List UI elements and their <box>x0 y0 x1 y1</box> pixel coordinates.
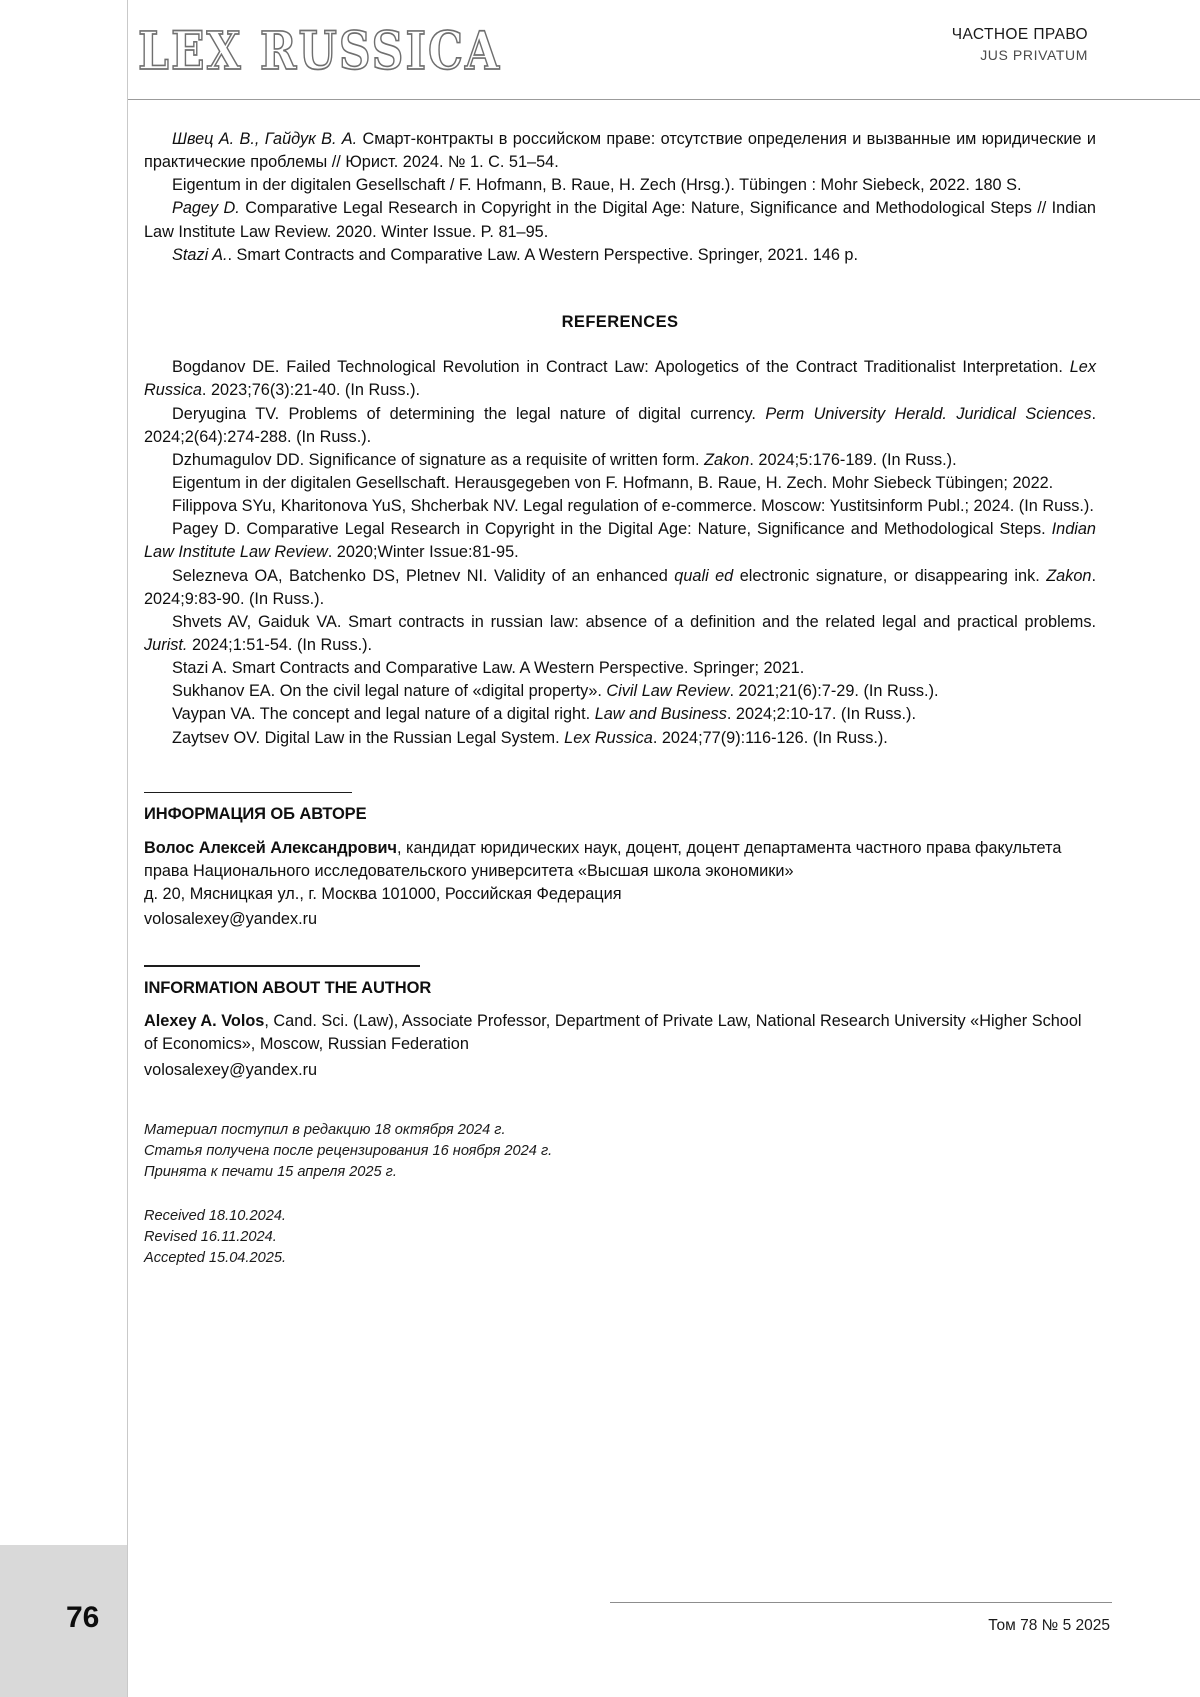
ref-text-1: Vaypan VA. The concept and legal nature of a digital right. <box>172 705 595 724</box>
ref-italic-1: Jurist. <box>144 635 188 654</box>
header-section-label <box>952 26 1088 63</box>
author-name-en: Alexey A. Volos <box>144 1012 265 1031</box>
reference-entry <box>144 403 1096 449</box>
date-line: Принята к печати 15 апреля 2025 г. <box>144 1164 397 1181</box>
page-content <box>128 128 1112 1269</box>
page-number: 76 <box>66 1601 100 1634</box>
ref-text-1: Deryugina TV. Problems of determining the legal nature of digital currency. <box>172 404 766 423</box>
reference-entry <box>144 565 1096 611</box>
ref-text-1: Dzhumagulov DD. Significance of signature as a requisite of written form. <box>172 450 705 469</box>
ref-italic-1: Zakon <box>704 450 750 469</box>
footer-divider <box>610 1602 1112 1603</box>
volume-issue-label: Том 78 № 5 2025 <box>988 1617 1110 1634</box>
bibliography-russian <box>144 128 1096 267</box>
ref-text-1: Stazi A. Smart Contracts and Comparative Law. A Western Perspective. Springer; 2021. <box>172 659 805 678</box>
entry-author: Pagey D. <box>172 199 240 218</box>
ref-text-2: . 2024;2:10-17. (In Russ.). <box>726 705 916 724</box>
submission-dates-ru <box>144 1120 1096 1184</box>
bibliography-entry <box>144 244 1096 267</box>
bibliography-entry <box>144 128 1096 174</box>
page-header <box>128 0 1200 100</box>
footer-gray-band <box>0 1545 128 1697</box>
references-heading: REFERENCES <box>561 312 679 331</box>
reference-entry <box>144 703 1096 726</box>
ref-text-3: . 2024;9:83-90. (In Russ.). <box>144 566 1096 608</box>
ref-text-2: . 2020;Winter Issue:81-95. <box>327 543 519 562</box>
ref-text-1: Sukhanov EA. On the civil legal nature of «digital property». <box>172 682 607 701</box>
reference-entry <box>144 518 1096 564</box>
author-info-english <box>144 965 1096 1081</box>
ref-italic-1: Indian Law Institute Law Review <box>144 520 1096 562</box>
entry-text: . Smart Contracts and Comparative Law. A Western Perspective. Springer, 2021. 146 p. <box>227 245 858 264</box>
reference-entry <box>144 611 1096 657</box>
entry-author: Stazi A. <box>172 245 228 264</box>
ref-text-2: . 2024;5:176-189. (In Russ.). <box>749 450 957 469</box>
left-margin-rail <box>0 0 128 1697</box>
author-details-en: , Cand. Sci. (Law), Associate Professor, Department of Private Law, National Research University «Higher School of Economics», Moscow, Russian Federation <box>144 1012 1082 1054</box>
author-info-body-ru <box>144 837 1096 883</box>
bibliography-entry <box>144 197 1096 243</box>
ref-italic-1: quali ed <box>674 566 734 585</box>
author-details-ru: , кандидат юридических наук, доцент, доцент департамента частного права факультета права Национального исследовательского университета «Высшая школа экономики» <box>144 838 1062 880</box>
reference-entry <box>144 356 1096 402</box>
date-line: Received 18.10.2024. <box>144 1207 286 1224</box>
reference-entry <box>144 449 1096 472</box>
entry-text: Comparative Legal Research in Copyright in the Digital Age: Nature, Significance and Methodological Steps // Indian Law Institute Law Review. 2020. Winter Issue. P. 81–95. <box>144 199 1096 241</box>
reference-entry <box>144 680 1096 703</box>
date-line: Материал поступил в редакцию 18 октября 2024 г. <box>144 1121 506 1138</box>
header-divider <box>128 99 1200 100</box>
ref-italic-1: Law and Business <box>594 705 727 724</box>
entry-author: Швец А. В., Гайдук В. А. <box>172 130 358 148</box>
ref-italic-1: Lex Russica <box>144 358 1096 400</box>
author-info-heading-ru: ИНФОРМАЦИЯ ОБ АВТОРЕ <box>144 805 367 824</box>
ref-text-1: Bogdanov DE. Failed Technological Revolution in Contract Law: Apologetics of the Contract Traditionalist Interpretation. <box>172 358 1070 377</box>
author-name-ru: Волос Алексей Александрович <box>144 838 397 857</box>
author-email-ru[interactable]: volosalexey@yandex.ru <box>144 910 318 929</box>
reference-entry <box>144 727 1096 750</box>
author-email-en[interactable]: volosalexey@yandex.ru <box>144 1060 318 1079</box>
ref-text-2: 2024;1:51-54. (In Russ.). <box>187 635 373 654</box>
submission-dates-en <box>144 1206 1096 1270</box>
ref-text-1: Zaytsev OV. Digital Law in the Russian Legal System. <box>172 728 565 747</box>
ref-text-1: Pagey D. Comparative Legal Research in Copyright in the Digital Age: Nature, Significance and Methodological Steps. <box>172 520 1052 539</box>
author-block-rule-ru <box>144 792 352 794</box>
section-title-ru: ЧАСТНОЕ ПРАВО <box>951 26 1088 43</box>
entry-text: Смарт-контракты в российском праве: отсутствие определения и вызванные им юридические и практические проблемы // Юрист. 2024. № 1. С. 51–54. <box>144 130 1096 172</box>
ref-text-1: Filippova SYu, Kharitonova YuS, Shcherbak NV. Legal regulation of e-commerce. Moscow: Yustitsinform Publ.; 2024. (In Russ.). <box>172 497 1094 516</box>
ref-text-2: electronic signature, or disappearing ink. <box>733 566 1047 585</box>
ref-italic-1: Perm University Herald. Juridical Sciences <box>765 404 1092 423</box>
date-line: Статья получена после рецензирования 16 ноября 2024 г. <box>144 1142 553 1159</box>
ref-italic-1: Lex Russica <box>564 728 653 747</box>
author-block-rule-en <box>144 965 420 967</box>
date-line: Revised 16.11.2024. <box>144 1228 277 1245</box>
date-line: Accepted 15.04.2025. <box>144 1250 286 1267</box>
ref-text-2: . 2024;77(9):116-126. (In Russ.). <box>652 728 888 747</box>
bibliography-entry <box>144 174 1096 197</box>
section-title-en: JUS PRIVATUM <box>980 47 1088 63</box>
author-info-body-en <box>144 1010 1096 1056</box>
ref-text-2: . 2023;76(3):21-40. (In Russ.). <box>201 381 421 400</box>
ref-text-1: Shvets AV, Gaiduk VA. Smart contracts in russian law: absence of a definition and the related legal and practical problems. <box>172 612 1096 631</box>
ref-text-1: Selezneva OA, Batchenko DS, Pletnev NI. Validity of an enhanced <box>172 566 675 585</box>
references-list <box>144 356 1096 749</box>
ref-text-2: . 2024;2(64):274-288. (In Russ.). <box>144 404 1097 446</box>
entry-text: Eigentum in der digitalen Gesellschaft / F. Hofmann, B. Raue, H. Zech (Hrsg.). Tübingen : Mohr Siebeck, 2022. 180 S. <box>172 176 1022 195</box>
ref-text-1: Eigentum in der digitalen Gesellschaft. Herausgegeben von F. Hofmann, B. Raue, H. Zech. Mohr Siebeck Tübingen; 2022. <box>172 473 1054 492</box>
reference-entry <box>144 495 1096 518</box>
author-info-heading-en: INFORMATION ABOUT THE AUTHOR <box>144 978 432 997</box>
reference-entry <box>144 657 1096 680</box>
ref-italic-2: Zakon <box>1046 566 1092 585</box>
journal-masthead: LEX RUSSICA <box>138 22 502 83</box>
ref-italic-1: Civil Law Review <box>606 682 730 701</box>
reference-entry <box>144 472 1096 495</box>
author-info-russian <box>144 792 1096 932</box>
ref-text-2: . 2021;21(6):7-29. (In Russ.). <box>729 682 939 701</box>
author-address-ru: д. 20, Мясницкая ул., г. Москва 101000, Российская Федерация <box>144 884 622 903</box>
